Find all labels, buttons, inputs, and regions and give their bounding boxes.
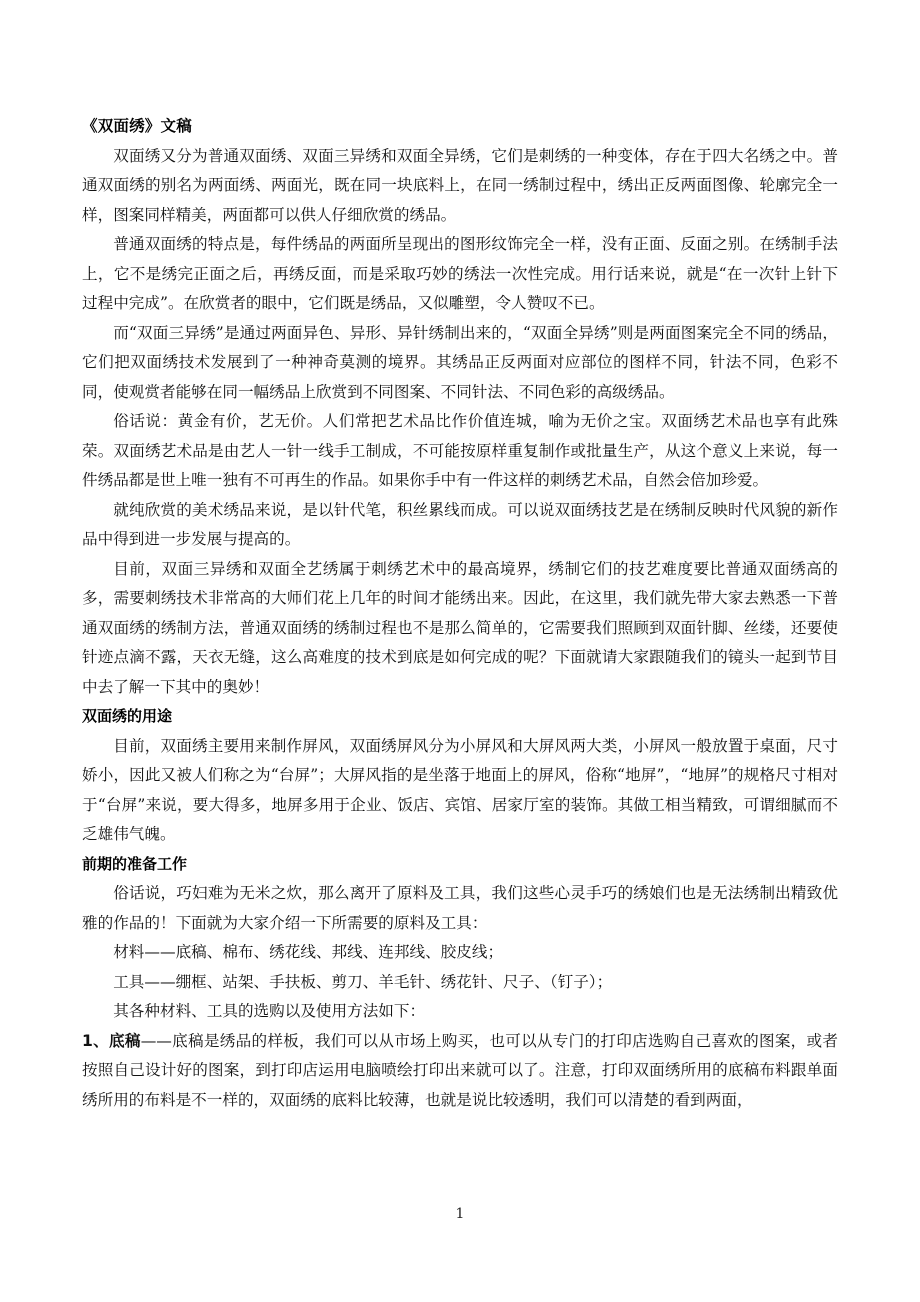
- document-body: [82, 112, 838, 1115]
- paragraph-appreciation: 就纯欣赏的美术绣品来说，是以针代笔，积丝累线而成。可以说双面绣技艺是在绣制反映时代风貌的新作品中得到进一步发展与提高的。: [82, 500, 838, 548]
- document-title: 《双面绣》文稿: [82, 117, 192, 135]
- paragraph-value: 俗话说：黄金有价，艺无价。人们常把艺术品比作价值连城，喻为无价之宝。双面绣艺术品也享有此殊荣。双面绣艺术品是由艺人一针一线手工制成，不可能按原样重复制作或批量生产，从这个意义上来说，每一件绣品都是世上唯一独有不可再生的作品。如果你手中有一件这样的刺绣艺术品，自然会倍加珍爱。: [82, 412, 838, 489]
- item-1-body: ——底稿是绣品的样板，我们可以从市场上购买，也可以从专门的打印店选购自己喜欢的图案，或者按照自己设计好的图案，到打印店运用电脑喷绘打印出来就可以了。注意，打印双面绣所用的底稿布料跟单面绣所用的布料是不一样的，双面绣的底料比较薄，也就是说比较透明，我们可以清楚的看到两面，: [82, 1031, 838, 1109]
- paragraph-item-1-draft: [82, 1027, 838, 1116]
- paragraph-materials-intro: 俗话说，巧妇难为无米之炊，那么离开了原料及工具，我们这些心灵手巧的绣娘们也是无法绣制出精致优雅的作品的！下面就为大家介绍一下所需要的原料及工具：: [82, 884, 838, 932]
- paragraph-tools-list: 工具——绷框、站架、手扶板、剪刀、羊毛针、绣花针、尺子、（钉子）；: [113, 972, 613, 991]
- heading-uses: 双面绣的用途: [82, 707, 173, 725]
- paragraph-materials-list: 材料——底稿、棉布、绣花线、邦线、连邦线、胶皮线；: [113, 943, 504, 961]
- paragraph-intro: 双面绣又分为普通双面绣、双面三异绣和双面全异绣，它们是刺绣的一种变体，存在于四大名绣之中。普通双面绣的别名为两面绣、两面光，既在同一块底料上，在同一绣制过程中，绣出正反两面图像、轮廓完全一样，图案同样精美，两面都可以供人仔细欣赏的绣品。: [82, 146, 838, 224]
- paragraph-highest-realm: 目前，双面三异绣和双面全艺绣属于刺绣艺术中的最高境界，绣制它们的技艺难度要比普通双面绣高的多，需要刺绣技术非常高的大师们花上几年的时间才能绣出来。因此，在这里，我们就先带大家去熟悉一下普通双面绣的绣制方法，普通双面绣的绣制过程也不是那么简单的，它需要我们照顾到双面针脚、丝缕，还要使针迹点滴不露，天衣无缝，这么高难度的技术到底是如何完成的呢？下面就请大家跟随我们的镜头一起到节目中去了解一下其中的奥妙！: [82, 559, 838, 696]
- paragraph-three-different: 而“双面三异绣”是通过两面异色、异形、异针绣制出来的，“双面全异绣”则是两面图案完全不同的绣品，它们把双面绣技术发展到了一种神奇莫测的境界。其绣品正反两面对应部位的图样不同，针法不同，色彩不同，使观赏者能够在同一幅绣品上欣赏到不同图案、不同针法、不同色彩的高级绣品。: [82, 323, 838, 401]
- heading-preparation: 前期的准备工作: [82, 854, 188, 873]
- item-1-label: 1、底稿: [82, 1031, 141, 1050]
- page-number: 1: [455, 1206, 465, 1222]
- paragraph-screens: 目前，双面绣主要用来制作屏风，双面绣屏风分为小屏风和大屏风两大类，小屏风一般放置于桌面，尺寸娇小，因此又被人们称之为“台屏”；大屏风指的是坐落于地面上的屏风，俗称“地屏”，“地屏”的规格尺寸相对于“台屏”来说，要大得多，地屏多用于企业、饭店、宾馆、居家厅室的装饰。其做工相当精致，可谓细腻而不乏雄伟气魄。: [82, 736, 838, 843]
- paragraph-methods-intro: 其各种材料、工具的选购以及使用方法如下：: [113, 1002, 426, 1020]
- paragraph-features: 普通双面绣的特点是，每件绣品的两面所呈现出的图形纹饰完全一样，没有正面、反面之别。在绣制手法上，它不是绣完正面之后，再绣反面，而是采取巧妙的绣法一次性完成。用行话来说，就是“在一次针上针下过程中完成”。在欣赏者的眼中，它们既是绣品，又似雕塑，令人赞叹不已。: [82, 235, 838, 312]
